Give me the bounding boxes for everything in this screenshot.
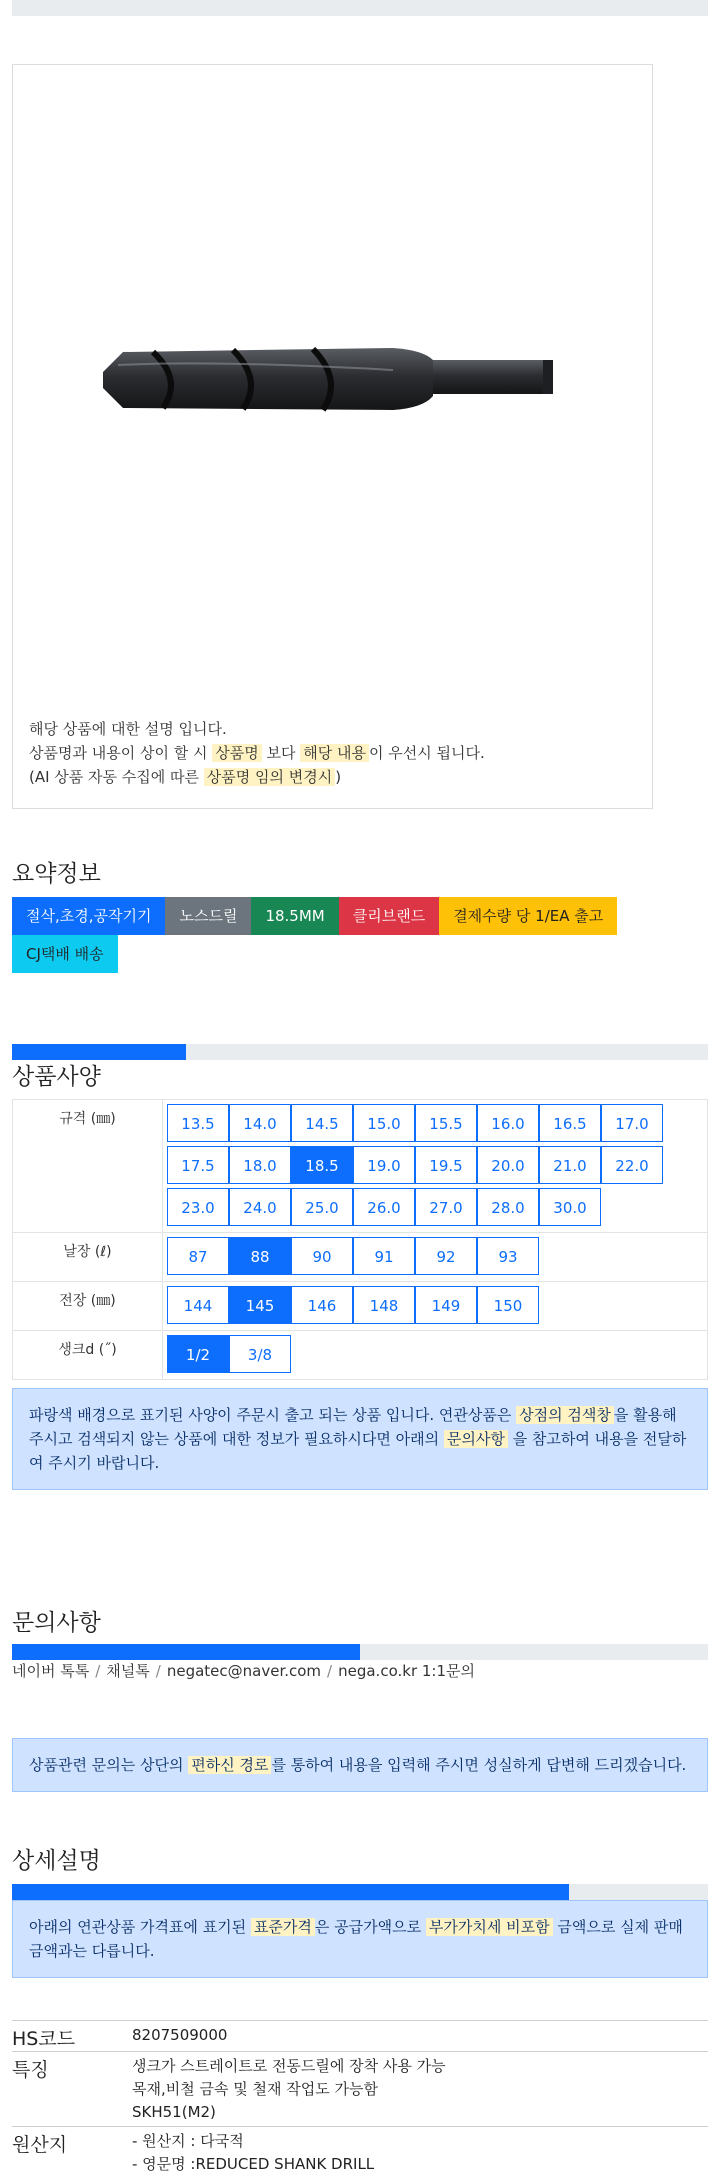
spec-row (13, 1331, 708, 1380)
separator: / (155, 1662, 161, 1680)
spec-option-button[interactable]: 26.0 (353, 1188, 415, 1226)
detail-key: 원산지 (12, 2127, 132, 2176)
spec-options (163, 1100, 708, 1233)
spec-option-button[interactable]: 145 (229, 1286, 291, 1324)
channel-website[interactable]: nega.co.kr 1:1문의 (338, 1662, 475, 1680)
spec-title: 상품사양 (12, 1064, 101, 1090)
spec-option-button[interactable]: 16.5 (539, 1104, 601, 1142)
detail-progress-fill (12, 1884, 569, 1900)
spec-progress (12, 1044, 708, 1060)
info-highlight: 편하신 경로 (188, 1756, 271, 1774)
option-group (167, 1103, 707, 1229)
spec-option-button[interactable]: 25.0 (291, 1188, 353, 1226)
spec-option-button[interactable]: 14.0 (229, 1104, 291, 1142)
spec-option-button[interactable]: 14.5 (291, 1104, 353, 1142)
spec-option-button[interactable]: 18.0 (229, 1146, 291, 1184)
channel-talk[interactable]: 채널톡 (106, 1662, 150, 1680)
option-group (167, 1334, 707, 1376)
spec-option-button[interactable]: 15.5 (415, 1104, 477, 1142)
detail-title: 상세설명 (12, 1848, 101, 1874)
notice-text: ) (335, 768, 342, 786)
summary-title: 요약정보 (12, 861, 101, 887)
spec-option-button[interactable]: 150 (477, 1286, 539, 1324)
option-group (167, 1236, 707, 1278)
badge-shipping: CJ택배 배송 (12, 935, 118, 973)
spec-option-button[interactable]: 149 (415, 1286, 477, 1324)
badge-category: 절삭,초경,공작기기 (12, 897, 165, 935)
spec-option-button[interactable]: 144 (167, 1286, 229, 1324)
spec-option-button[interactable]: 92 (415, 1237, 477, 1275)
spec-option-button[interactable]: 88 (229, 1237, 291, 1275)
spec-row (13, 1282, 708, 1331)
spec-option-button[interactable]: 23.0 (167, 1188, 229, 1226)
inquiry-info-box (12, 1738, 708, 1792)
inquiry-channels (12, 1660, 475, 1681)
spec-option-button[interactable]: 13.5 (167, 1104, 229, 1142)
summary-badges (12, 897, 712, 973)
spec-option-button[interactable]: 93 (477, 1237, 539, 1275)
spec-label: 생크d (˝) (13, 1331, 163, 1380)
detail-value (132, 2021, 708, 2052)
info-text: 을 참고하여 내용을 전달하여 주시기 바랍니다. (29, 1430, 687, 1472)
spec-option-button[interactable]: 19.0 (353, 1146, 415, 1184)
drill-image (93, 330, 623, 430)
detail-line: 목재,비철 금속 및 철재 작업도 가능함 (132, 2080, 378, 2098)
notice-highlight: 상품명 (212, 744, 261, 762)
detail-row (12, 2052, 708, 2127)
detail-line: SKH51(M2) (132, 2103, 216, 2121)
spec-option-button[interactable]: 20.0 (477, 1146, 539, 1184)
info-text: 을 활용해 주시고 검색되지 않는 상품에 대한 정보가 필요하시다면 아래의 (29, 1406, 677, 1448)
inquiry-title: 문의사항 (12, 1610, 101, 1636)
inquiry-progress (12, 1644, 708, 1660)
detail-line: - 원산지 : 다국적 (132, 2132, 244, 2150)
detail-key: 특징 (12, 2052, 132, 2127)
spec-option-button[interactable]: 17.5 (167, 1146, 229, 1184)
spec-option-button[interactable]: 30.0 (539, 1188, 601, 1226)
spec-option-button[interactable]: 17.0 (601, 1104, 663, 1142)
detail-line: 생크가 스트레이트로 전동드릴에 장착 사용 가능 (132, 2057, 446, 2075)
notice-highlight: 해당 내용 (300, 744, 369, 762)
spec-options (163, 1331, 708, 1380)
detail-row (12, 2021, 708, 2052)
spec-row (13, 1233, 708, 1282)
detail-key: HS코드 (12, 2021, 132, 2052)
info-highlight: 문의사항 (444, 1430, 508, 1448)
spec-option-button[interactable]: 24.0 (229, 1188, 291, 1226)
spec-options (163, 1233, 708, 1282)
info-text: 를 통하여 내용을 입력해 주시면 성실하게 답변해 드리겠습니다. (271, 1756, 687, 1774)
product-notice (29, 717, 485, 789)
spec-row (13, 1100, 708, 1233)
spec-option-button[interactable]: 21.0 (539, 1146, 601, 1184)
spec-option-button[interactable]: 91 (353, 1237, 415, 1275)
badge-quantity: 결제수량 당 1/EA 출고 (439, 897, 617, 935)
detail-row (12, 2127, 708, 2176)
spec-option-button[interactable]: 28.0 (477, 1188, 539, 1226)
spec-info-box (12, 1388, 708, 1490)
notice-text: (AI 상품 자동 수집에 따른 (29, 768, 204, 786)
spec-label: 전장 (㎜) (13, 1282, 163, 1331)
notice-text: 보다 (261, 744, 301, 762)
option-group (167, 1285, 707, 1327)
notice-text: 상품명과 내용이 상이 할 시 (29, 744, 213, 762)
badge-size: 18.5MM (251, 897, 338, 935)
info-highlight: 상점의 검색창 (516, 1406, 614, 1424)
spec-label: 날장 (ℓ) (13, 1233, 163, 1282)
detail-progress (12, 1884, 708, 1900)
spec-table (12, 1099, 708, 1380)
detail-info-box (12, 1900, 708, 1978)
notice-line-3 (29, 765, 485, 789)
info-text: 아래의 연관상품 가격표에 표기된 (29, 1918, 251, 1936)
badge-brand: 클리브랜드 (339, 897, 439, 935)
spec-option-button[interactable]: 146 (291, 1286, 353, 1324)
notice-text: 이 우선시 됩니다. (368, 744, 485, 762)
info-text: 금액으로 실제 판매금액과는 다릅니다. (29, 1918, 683, 1960)
spec-option-button[interactable]: 19.5 (415, 1146, 477, 1184)
info-text: 상품관련 문의는 상단의 (29, 1756, 189, 1774)
badge-type: 노스드릴 (165, 897, 251, 935)
detail-line: - 영문명 :REDUCED SHANK DRILL (132, 2155, 375, 2173)
spec-option-button[interactable]: 22.0 (601, 1146, 663, 1184)
spec-option-button[interactable]: 16.0 (477, 1104, 539, 1142)
info-highlight: 부가가치세 비포함 (426, 1918, 553, 1936)
spec-option-button[interactable]: 3/8 (229, 1335, 291, 1373)
notice-line-1: 해당 상품에 대한 설명 입니다. (29, 720, 227, 738)
spec-label: 규격 (㎜) (13, 1100, 163, 1233)
channel-naver-talk[interactable]: 네이버 톡톡 (12, 1662, 90, 1680)
spec-option-button[interactable]: 87 (167, 1237, 229, 1275)
spec-options (163, 1282, 708, 1331)
detail-value (132, 2052, 708, 2127)
info-highlight: 표준가격 (251, 1918, 315, 1936)
spec-option-button[interactable]: 1/2 (167, 1335, 229, 1373)
detail-value (132, 2127, 708, 2176)
notice-highlight: 상품명 임의 변경시 (204, 768, 335, 786)
spec-option-button[interactable]: 27.0 (415, 1188, 477, 1226)
spec-option-button[interactable]: 18.5 (291, 1146, 353, 1184)
detail-line: 8207509000 (132, 2026, 228, 2044)
info-text: 파랑색 배경으로 표기된 사양이 주문시 출고 되는 상품 입니다. 연관상품은 (29, 1406, 517, 1424)
spec-option-button[interactable]: 90 (291, 1237, 353, 1275)
detail-table (12, 2020, 708, 2176)
info-text: 은 공급가액으로 (314, 1918, 426, 1936)
spec-option-button[interactable]: 148 (353, 1286, 415, 1324)
inquiry-progress-fill (12, 1644, 360, 1660)
product-image-box (12, 64, 653, 809)
notice-line-2 (29, 741, 485, 765)
separator: / (95, 1662, 101, 1680)
top-bar (12, 0, 708, 16)
separator: / (327, 1662, 333, 1680)
channel-email[interactable]: negatec@naver.com (166, 1662, 322, 1680)
spec-option-button[interactable]: 15.0 (353, 1104, 415, 1142)
